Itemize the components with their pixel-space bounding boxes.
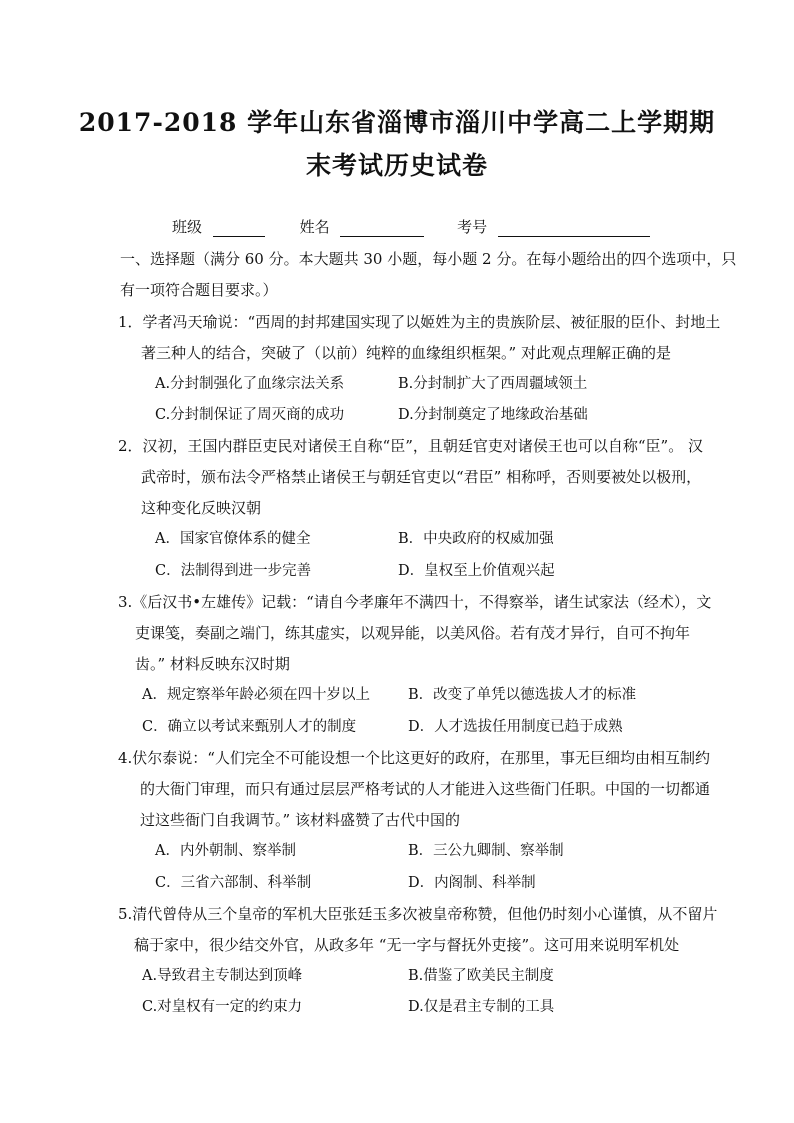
question-2-option-d: D．皇权至上价值观兴起 xyxy=(398,563,555,579)
question-3-option-d: D．人才选拔任用制度已趋于成熟 xyxy=(408,719,623,735)
question-2-stem-line-2: 武帝时，颁布法令严格禁止诸侯王与朝廷官吏以“君臣” 相称呼，否则要被处以极刑， xyxy=(141,468,702,486)
class-blank xyxy=(213,220,265,237)
question-5-option-c: C.对皇权有一定的约束力 xyxy=(142,999,303,1015)
student-info-row xyxy=(172,216,650,237)
question-3-stem-line-2: 吏课笺，奏副之端门，练其虚实，以观异能，以美风俗。若有茂才异行，自可不拘年 xyxy=(135,624,691,642)
question-4-option-b: B．三公九卿制、察举制 xyxy=(408,843,564,859)
question-4-stem-line-2: 的大衙门审理，而只有通过层层严格考试的人才能进入这些衙门任职。中国的一切都通 xyxy=(140,780,711,798)
question-5-option-d: D.仅是君主专制的工具 xyxy=(408,999,555,1015)
section-instruction-line-1: 一、选择题（满分 60 分。本大题共 30 小题，每小题 2 分。在每小题给出的四个选项中，只 xyxy=(120,250,737,268)
class-label: 班级 xyxy=(172,218,203,236)
question-3-stem-line-3: 齿。” 材料反映东汉时期 xyxy=(135,655,290,673)
section-instruction-line-2: 有一项符合题目要求。） xyxy=(120,281,278,299)
exam-title-line-1: 2017-2018 学年山东省淄博市淄川中学高二上学期期 xyxy=(78,108,716,137)
question-4-option-c: C．三省六部制、科举制 xyxy=(155,875,312,891)
question-1-stem-line-2: 著三种人的结合，突破了（以前）纯粹的血缘组织框架。” 对此观点理解正确的是 xyxy=(141,344,671,362)
question-1-option-d: D.分封制奠定了地缘政治基础 xyxy=(398,407,588,423)
question-1-stem-line-1: 1．学者冯天瑜说：“西周的封邦建国实现了以姬姓为主的贵族阶层、被征服的臣仆、封地土 xyxy=(118,313,721,331)
question-2-option-a: A．国家官僚体系的健全 xyxy=(155,531,311,547)
question-5-option-a: A.导致君主专制达到顶峰 xyxy=(142,968,303,984)
question-3-option-c: C．确立以考试来甄别人才的制度 xyxy=(142,719,357,735)
exam-title-line-2: 末考试历史试卷 xyxy=(305,151,488,180)
question-4-stem-line-1: 4.伏尔泰说：“人们完全不可能设想一个比这更好的政府，在那里，事无巨细均由相互制约 xyxy=(118,749,710,767)
exam-number-label: 考号 xyxy=(457,218,488,236)
question-4-stem-line-3: 过这些衙门自我调节。” 该材料盛赞了古代中国的 xyxy=(140,811,460,829)
question-2-stem-line-1: 2．汉初，王国内群臣吏民对诸侯王自称“臣”，且朝廷官吏对诸侯王也可以自称“臣”。 汉 xyxy=(118,437,703,455)
name-label: 姓名 xyxy=(299,218,330,236)
exam-number-blank xyxy=(498,220,650,237)
question-3-option-a: A．规定察举年龄必须在四十岁以上 xyxy=(142,687,370,703)
question-5-option-b: B.借鉴了欧美民主制度 xyxy=(408,968,554,984)
question-3-option-b: B．改变了单凭以德选拔人才的标准 xyxy=(408,687,637,703)
question-4-option-a: A．内外朝制、察举制 xyxy=(155,843,296,859)
question-2-stem-line-3: 这种变化反映汉朝 xyxy=(141,499,262,517)
name-blank xyxy=(340,220,424,237)
question-5-stem-line-2: 稿于家中，很少结交外官，从政多年 “无一字与督抚外吏接”。这可用来说明军机处 xyxy=(134,936,680,954)
question-3-stem-line-1: 3.《后汉书•左雄传》记载：“请自今孝廉年不满四十，不得察举，诸生试家法（经术），文 xyxy=(118,593,712,611)
question-1-option-a: A.分封制强化了血缘宗法关系 xyxy=(155,376,345,392)
question-1-option-c: C.分封制保证了周灭商的成功 xyxy=(155,407,345,423)
question-2-option-b: B．中央政府的权威加强 xyxy=(398,531,554,547)
question-4-option-d: D．内阁制、科举制 xyxy=(408,875,536,891)
question-5-stem-line-1: 5.清代曾侍从三个皇帝的军机大臣张廷玉多次被皇帝称赞，但他仍时刻小心谨慎，从不留片 xyxy=(118,905,718,923)
question-1-option-b: B.分封制扩大了西周疆域领土 xyxy=(398,376,588,392)
question-2-option-c: C．法制得到进一步完善 xyxy=(155,563,312,579)
